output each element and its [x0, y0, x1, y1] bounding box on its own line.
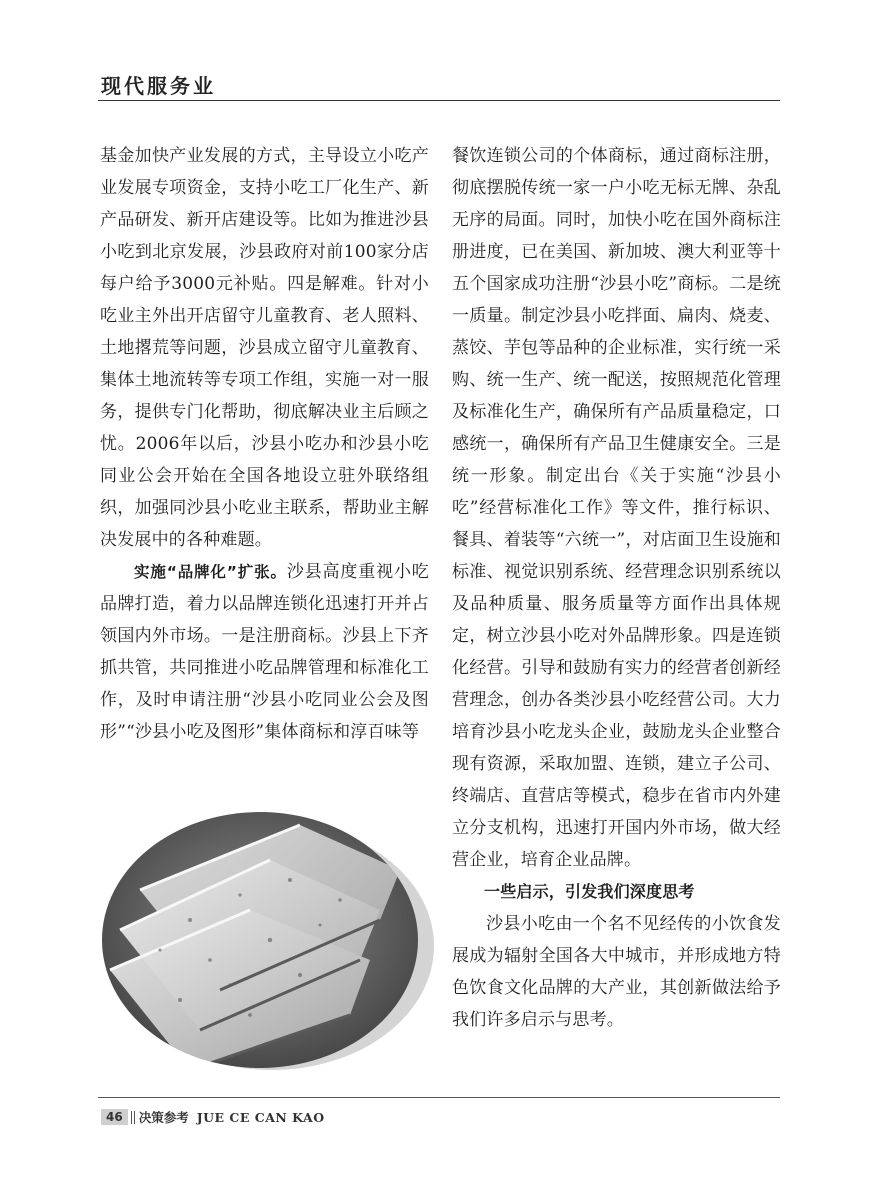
flatbread-photo-image: [100, 800, 435, 1070]
page-footer: [101, 1107, 325, 1127]
body-paragraph: [100, 556, 429, 748]
paragraph-text: 沙县高度重视小吃品牌打造，着力以品牌连锁化迅速打开并占领国内外市场。一是注册商标。沙县上下齐抓共管，共同推进小吃品牌管理和标准化工作，及时申请注册“沙县小吃同业公会及图形”“沙县小吃及图形”集体商标和淳百味等: [100, 562, 429, 742]
body-paragraph: 餐饮连锁公司的个体商标，通过商标注册，彻底摆脱传统一家一户小吃无标无牌、杂乱无序的局面。同时，加快小吃在国外商标注册进度，已在美国、新加坡、澳大利亚等十五个国家成功注册“沙县小吃”商标。二是统一质量。制定沙县小吃拌面、扁肉、烧麦、蒸饺、芋包等品种的企业标准，实行统一采购、统一生产、统一配送，按照规范化管理及标准化生产，确保所有产品质量稳定，口感统一，确保所有产品卫生健康安全。三是统一形象。制定出台《关于实施“沙县小吃”经营标准化工作》等文件，推行标识、餐具、着装等“六统一”，对店面卫生设施和标准、视觉识别系统、经营理念识别系统以及品种质量、服务质量等方面作出具体规定，树立沙县小吃对外品牌形象。四是连锁化经营。引导和鼓励有实力的经营者创新经营理念，创办各类沙县小吃经营公司。大力培育沙县小吃龙头企业，鼓励龙头企业整合现有资源，采取加盟、连锁，建立子公司、终端店、直营店等模式，稳步在省市内外建立分支机构，迅速打开国内外市场，做大经营企业，培育企业品牌。: [452, 146, 781, 870]
magazine-name-pinyin: JUE CE CAN KAO: [196, 1109, 325, 1125]
footer-divider: [98, 1097, 780, 1098]
right-column: [452, 140, 781, 1036]
section-title: 现代服务业: [101, 74, 216, 98]
paragraph-lead-heading: 实施“品牌化”扩张。: [134, 563, 287, 581]
magazine-name: 决策参考: [138, 1110, 189, 1125]
header-divider: [98, 100, 780, 101]
body-paragraph: 基金加快产业发展的方式，主导设立小吃产业发展专项资金，支持小吃工厂化生产、新产品研发、新开店建设等。比如为推进沙县小吃到北京发展，沙县政府对前100家分店每户给予3000元补贴。四是解难。针对小吃业主外出开店留守儿童教育、老人照料、土地撂荒等问题，沙县成立留守儿童教育、集体土地流转等专项工作组，实施一对一服务，提供专门化帮助，彻底解决业主后顾之忧。2006年以后，沙县小吃办和沙县小吃同业公会开始在全国各地设立驻外联络组织，加强同沙县小吃业主联系，帮助业主解决发展中的各种难题。: [100, 146, 429, 550]
body-paragraph: 沙县小吃由一个名不见经传的小饮食发展成为辐射全国各大中城市，并形成地方特色饮食文化品牌的大产业，其创新做法给予我们许多启示与思考。: [452, 914, 781, 1030]
left-column: [100, 140, 429, 748]
section-heading: 一些启示，引发我们深度思考: [484, 882, 695, 901]
footer-separator: [131, 1111, 135, 1124]
food-photo: [100, 800, 435, 1070]
page-number: 46: [101, 1109, 128, 1125]
